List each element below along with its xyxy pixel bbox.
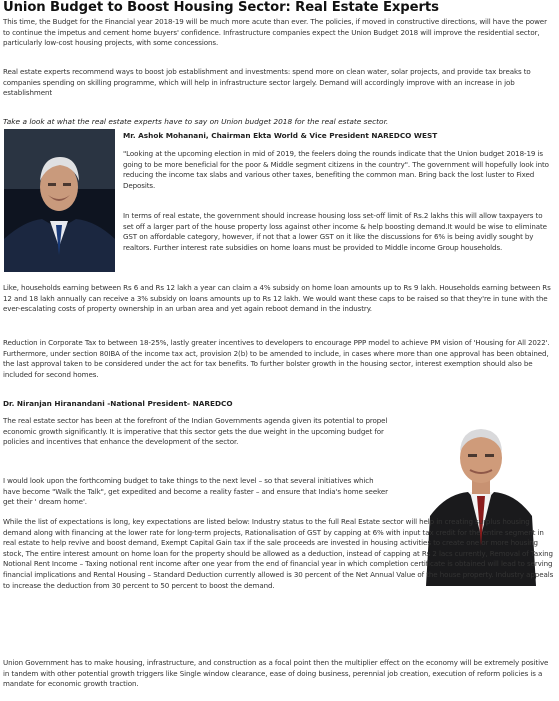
expert2-paragraph-4: Union Government has to make housing, infrastructure, and construction as a focal point then the multiplier effect on the economy will be extremely positive in tandem with other potential growth triggers like Single window clearance, ease of doing business, perennial job creation, execution of reform policies is a mandate for economic growth traction. <box>3 658 549 689</box>
expert2-paragraph-1: The real estate sector has been at the forefront of the Indian Governments agenda given its potential to propel economic growth significantly. It is imperative that this sector gets the due weight in the upcoming budget for policies and incentives that enhance the development of the sector. <box>3 416 388 447</box>
expert1-photo <box>4 129 115 272</box>
intro-lead: Take a look at what the real estate experts have to say on Union budget 2018 for the real estate sector. <box>3 117 389 127</box>
expert1-paragraph-1: "Looking at the upcoming election in mid of 2019, the feelers doing the rounds indicate that the Union budget 2018-19 is going to be more beneficial for the poor & Middle segment citizens in the country". The government will hopefully look into reducing the income tax slabs and various other taxes, benefiting the common man. Bring back the lost luster to Fixed Deposits. <box>123 149 549 190</box>
intro-paragraph-2: Real estate experts recommend ways to boost job establishment and investments: spend more on clean water, solar projects, and provide tax breaks to companies spending on skilling programme, which will help in infrastructure sector largely. Demand will accordingly improve with an increase in job establishment <box>3 67 531 98</box>
expert2-paragraph-2: I would look upon the forthcoming budget to take things to the next level – so that several initiatives which have become "Walk the Talk", get expedited and become a reality faster – and ensure that India's home seeker get their ' dream home'. <box>3 476 388 507</box>
article-title: Union Budget to Boost Housing Sector: Real Estate Experts <box>3 0 439 15</box>
intro-paragraph-1: This time, the Budget for the Financial year 2018-19 will be much more acute than ever. The policies, if moved in constructive directions, will have the power to continue the impetus and cement home buyers' confidence. Infrastructure companies expect the Union Budget 2018 will improve the residential sector, particularly low-cost housing projects, with some concessions. <box>3 17 547 48</box>
expert2-name: Dr. Niranjan Hiranandani -National President- NAREDCO <box>3 399 233 408</box>
expert1-paragraph-2: In terms of real estate, the government should increase housing loss set-off limit of Rs.2 lakhs this will allow taxpayers to set off a larger part of the house property loss against other income & help boosting demand.It would be wise to eliminate GST on affordable category, however, if not that a lower GST on it like the discussions for 6% is being avidly sought by realtors. Further interest rate subsidies on home loans must be provided to Middle income Group households. <box>123 211 547 252</box>
expert2-paragraph-3: While the list of expectations is long, key expectations are listed below: Industry status to the full Real Estate sector will help in creating surplus housing demand along with financing at the lower rate for long-term projects, Rationalisation of GST by capping at 6% with input tax credit for the entire segment in real estate to help revive and boost demand, Exempt Capital Gain tax if the sale proceeds are invested in housing activities to create one or more housing stock, The entire interest amount on home loan for the property should be allowed as a deduction, instead of capping at Rs 2 lacs currently, Removal of Taxing Notional Rent Income – Taxing notional rent income after one year from the end of financial year in which completion certificate is obtained will lead to serving financial implications and Rental Housing – Standard Deduction currently allowed is 30 percent of the Net Annual Value of the house property. Industry appeals to increase the deduction from 30 percent to 50 percent to boost the demand. <box>3 517 554 590</box>
expert1-paragraph-3: Like, households earning between Rs 6 and Rs 12 lakh a year can claim a 4% subsidy on home loan amounts up to Rs 9 lakh. Households earning between Rs 12 and 18 lakh annually can receive a 3% subsidy on loans amounts up to Rs 12 lakh. We would want these caps to be raised so that they're in tune with the ever-escalating costs of property ownership in an urban area and yet again reboot demand in the industry. <box>3 283 551 314</box>
expert1-paragraph-4: Reduction in Corporate Tax to between 18-25%, lastly greater incentives to developers to encourage PPP model to achieve PM vision of 'Housing for All 2022'. Furthermore, under section 80IBA of the income tax act, provision 2(b) to be amended to include, in cases where more than one approval has been obtained, the last approval taken to be considered under the act for tax benefits. To further bolster growth in the housing sector, interest exemption should also be included for second homes. <box>3 338 550 379</box>
expert1-name: Mr. Ashok Mohanani, Chairman Ekta World & Vice President NAREDCO WEST <box>123 131 438 140</box>
